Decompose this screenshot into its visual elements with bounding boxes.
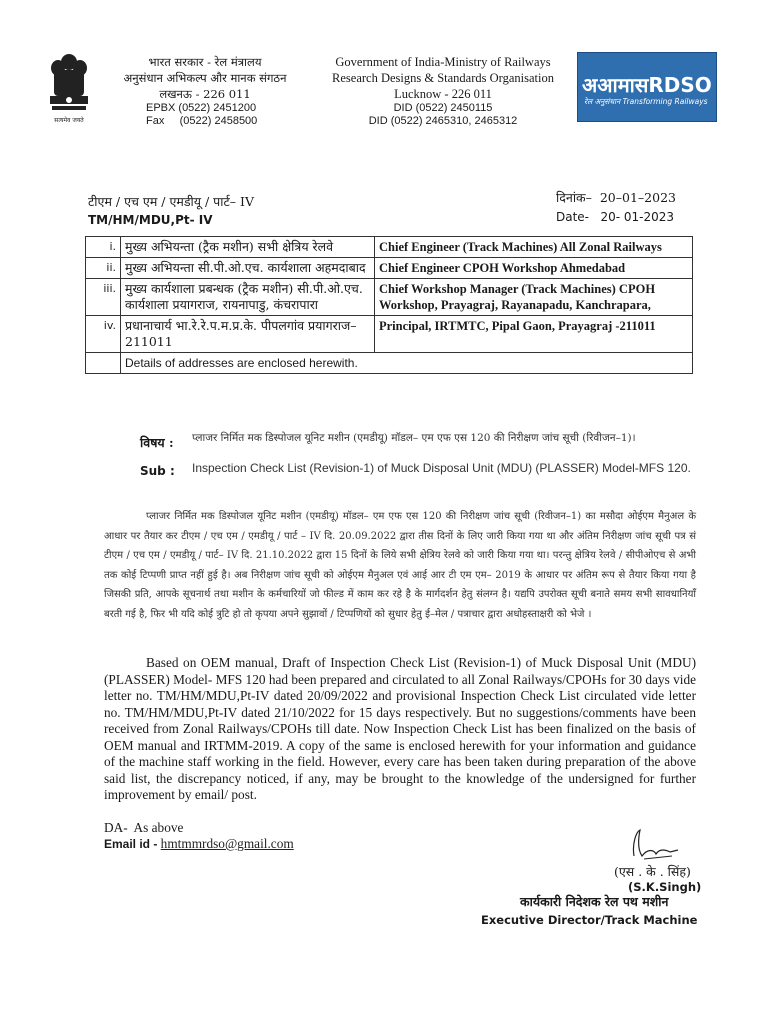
table-row <box>86 279 693 316</box>
signatory-designation: Executive Director/Track Machine <box>481 913 698 927</box>
header-hindi <box>110 54 300 128</box>
header-hindi-phone2: Fax (0522) 2458500 <box>146 115 258 127</box>
signatory-name: (S.K.Singh) <box>628 880 702 894</box>
header-english-phone1: DID (0522) 2450115 <box>393 102 493 114</box>
subject-english-text: Inspection Check List (Revision-1) of Muck Disposal Unit (MDU) (PLASSER) Model-MFS 120. <box>192 461 691 475</box>
rdso-logo-text: अआमासRDSO <box>582 73 712 97</box>
emblem-caption: सत्यमेव जयते <box>54 117 84 124</box>
addressee-hindi: मुख्य कार्यशाला प्रबन्धक (ट्रैक मशीन) सी.पी.ओ.एच. कार्यशाला प्रयागराज, रायनापाडु, कंचरापारा <box>121 279 375 316</box>
header-hindi-line3: लखनऊ - 226 011 <box>159 87 251 101</box>
date-english: Date- 20- 01-2023 <box>556 210 675 224</box>
signatory-designation-hindi: कार्यकारी निदेशक रेल पथ मशीन <box>520 894 669 909</box>
header-hindi-phone1: EPBX (0522) 2451200 <box>146 102 257 114</box>
email-line <box>104 836 294 852</box>
addressee-hindi: प्रधानाचार्य भा.रे.रे.प.म.प्र.के. पीपलगांव प्रयागराज–211011 <box>121 316 375 353</box>
table-row <box>86 258 693 279</box>
reference-hindi: टीएम / एच एम / एमडीयू / पार्ट– IV <box>88 194 254 209</box>
addressee-hindi: मुख्य अभियन्ता सी.पी.ओ.एच. कार्यशाला अहमदाबाद <box>121 258 375 279</box>
date-hindi: दिनांक– 20–01–2023 <box>556 190 676 205</box>
national-emblem <box>44 50 94 132</box>
email-label: Email id - <box>104 837 158 851</box>
addressee-num: ii. <box>86 258 121 279</box>
reference-english: TM/HM/MDU,Pt- IV <box>88 213 213 227</box>
addressee-num-blank <box>86 353 121 374</box>
header-english-line3: Lucknow - 226 011 <box>394 87 492 101</box>
header-english-phone2: DID (0522) 2465310, 2465312 <box>368 115 518 127</box>
signatory-name-hindi: (एस . के . सिंह) <box>614 864 691 879</box>
rdso-logo-tagline: रेल अनुसंधान Transforming Railways <box>584 97 708 106</box>
addressee-hindi: मुख्य अभियन्ता (ट्रैक मशीन) सभी क्षेत्रिय रेलवे <box>121 237 375 258</box>
addressee-num: iv. <box>86 316 121 353</box>
body-hindi-paragraph: प्लाजर निर्मित मक डिस्पोजल यूनिट मशीन (एमडीयू) मॉडल– एम एफ एस 120 की निरीक्षण जांच सूची (रिवीजन–1) का मसौदा ओईएम मैनुअल के आधार पर तैयार कर टीएम / एच एम / एमडीयू / पार्ट – IV दि. 20.09.2022 द्वारा तीस दिनों के लिए जारी किया गया था और अंतिम निरीक्षण जांच सूची पत्र सं टीएम / एच एम / एमडीयू / पार्ट– IV दि. 21.10.2022 द्वारा 15 दिनों के लिये सभी क्षेत्रिय रेलवे को जारी किया गया था। परन्तु क्षेत्रिय रेलवे / सीपीओएच से अभी तक कोई टिप्पणी प्राप्त नहीं हुई है। अब निरीक्षण जांच सूची को ओईएम मैनुअल एवं आई आर टी एम एम– 2019 के आधार पर अंतिम रूप से तैयार किया गया है जिसकी प्रति, आपके सूचनार्थ तथा मशीन के कर्मचारियों जो फील्ड में काम कर रहे है के मार्गदर्शन हेतु संलग्न है। यद्यपि उपरोक्त सूची बनाते समय सभी सावधानियाँ बरती गई है, फिर भी यदि कोई त्रुटि हो तो कृपया अपने सुझावों / टिप्पणियों को सुधार हेतु ई–मेल / पत्राचार द्वारा अधोहस्ताक्षरी को भेजे । <box>104 511 696 620</box>
header-english <box>318 54 568 128</box>
body-english-paragraph: Based on OEM manual, Draft of Inspection Check List (Revision-1) of Muck Disposal Unit (MDU) (PLASSER) Model- MFS 120 had been prepared and circulated to all Zonal Railways/CPOHs for 30 days vide letter no. TM/HM/MDU,Pt-IV dated 20/09/2022 and provisional Inspection Check List circulated vide letter no. TM/HM/MDU,Pt-IV dated 21/10/2022 for 15 days respectively. But no suggestions/comments have been received from Zonal Railways/CPOHs till date. Now Inspection Check List has been finalized on the basis of OEM manual and IRTMM-2019. A copy of the same is enclosed herewith for your information and guidance of the machine staff working in the field. However, every care has been taken during preparation of the above said list, the discrepancy noticed, if any, may be brought to the knowledge of the undersigned for further improvement by email/ post. <box>104 655 696 802</box>
subject-english-label: Sub : <box>140 464 175 478</box>
addressee-english: Principal, IRTMTC, Pipal Gaon, Prayagraj -211011 <box>375 316 693 353</box>
addresses-note: Details of addresses are enclosed herewith. <box>121 353 693 374</box>
addressee-table <box>85 236 693 374</box>
header-english-line1: Government of India-Ministry of Railways <box>335 55 551 69</box>
header-english-line2: Research Designs & Standards Organisation <box>332 71 554 85</box>
subject-hindi-text: प्लाजर निर्मित मक डिस्पोजल यूनिट मशीन (एमडीयू) मॉडल– एम एफ एस 120 की निरीक्षण जांच सूची (रिवीजन–1)। <box>192 432 636 444</box>
enclosure-note: DA- As above <box>104 820 184 835</box>
signature <box>614 826 704 866</box>
header-hindi-line1: भारत सरकार - रेल मंत्रालय <box>148 55 262 69</box>
table-row <box>86 237 693 258</box>
subject-hindi-label: विषय : <box>140 435 174 450</box>
table-row <box>86 316 693 353</box>
addressee-num: iii. <box>86 279 121 316</box>
addressee-english: Chief Workshop Manager (Track Machines) CPOH Workshop, Prayagraj, Rayanapadu, Kanchrapara, <box>375 279 693 316</box>
addressee-english: Chief Engineer (Track Machines) All Zonal Railways <box>375 237 693 258</box>
rdso-logo <box>577 52 717 122</box>
addressee-num: i. <box>86 237 121 258</box>
header-hindi-line2: अनुसंधान अभिकल्प और मानक संगठन <box>123 71 287 85</box>
email-link[interactable]: hmtmmrdso@gmail.com <box>160 836 294 851</box>
table-row <box>86 353 693 374</box>
addressee-english: Chief Engineer CPOH Workshop Ahmedabad <box>375 258 693 279</box>
